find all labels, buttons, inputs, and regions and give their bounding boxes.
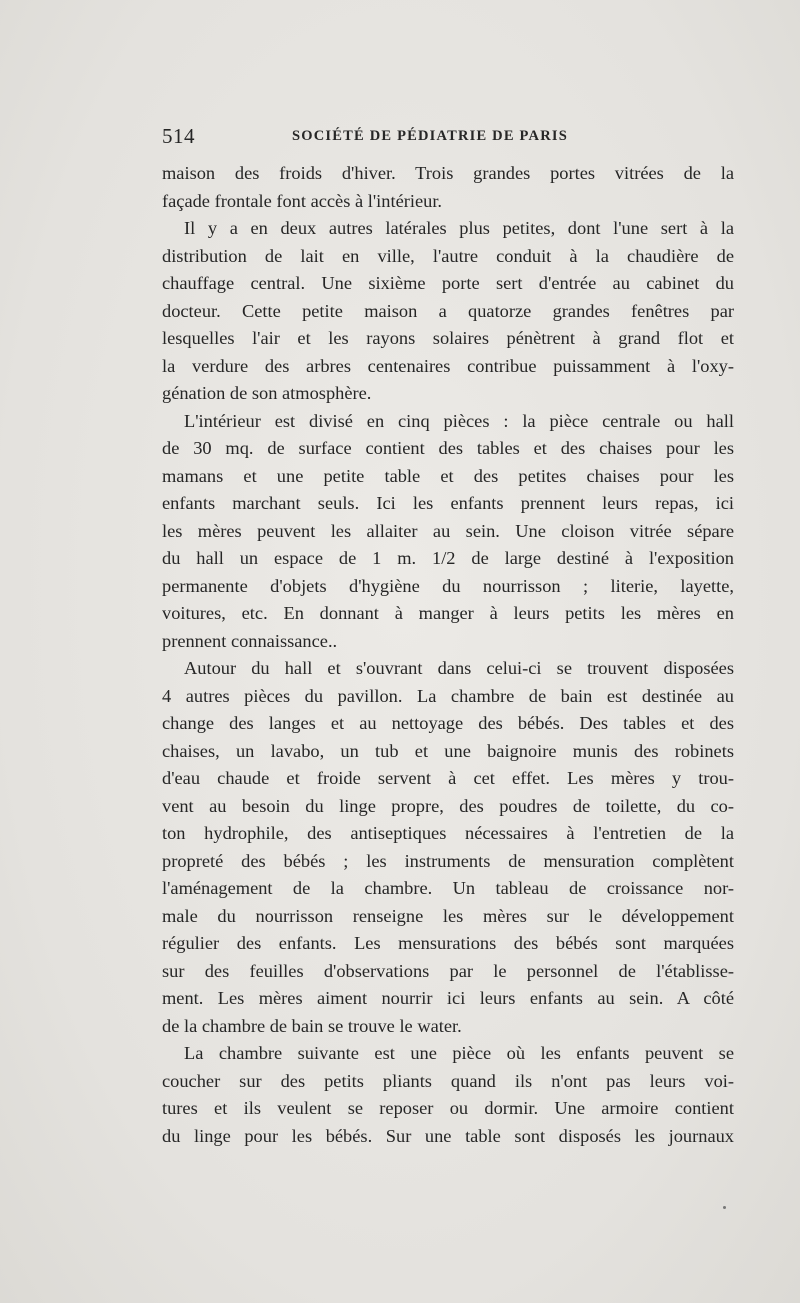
text-line: vent au besoin du linge propre, des poudres de toilette, du co- (162, 795, 734, 816)
text-line: change des langes et au nettoyage des bébés. Des tables et des (162, 713, 734, 733)
text-line: voitures, etc. En donnant à manger à leurs petits les mères en (162, 603, 734, 623)
paragraph (162, 215, 734, 408)
paragraph (162, 1040, 734, 1150)
paragraph (162, 655, 734, 1040)
page-number: 514 (162, 124, 195, 148)
text-line: propreté des bébés ; les instruments de mensuration complètent (162, 850, 734, 871)
text-line: distribution de lait en ville, l'autre conduit à la chaudière de (162, 245, 734, 266)
text-line: régulier des enfants. Les mensurations des bébés sont marquées (162, 933, 734, 953)
page-header (162, 122, 730, 152)
text-line: sur des feuilles d'observations par le personnel de l'établisse- (162, 960, 734, 981)
text-line: du hall un espace de 1 m. 1/2 de large destiné à l'exposition (162, 548, 734, 568)
text-line: enfants marchant seuls. Ici les enfants prennent leurs repas, ici (162, 493, 734, 513)
text-line: chaises, un lavabo, un tub et une baignoire munis des robinets (162, 740, 734, 761)
text-line: permanente d'objets d'hygiène du nourrisson ; literie, layette, (162, 575, 734, 596)
text-line: docteur. Cette petite maison a quatorze grandes fenêtres par (162, 300, 734, 321)
text-line: l'aménagement de la chambre. Un tableau de croissance nor- (162, 878, 734, 898)
text-line: génation de son atmosphère. (162, 383, 372, 403)
text-line: maison des froids d'hiver. Trois grandes portes vitrées de la (162, 163, 734, 183)
body-text (162, 160, 734, 1150)
paragraph (162, 160, 734, 215)
text-line: la verdure des arbres centenaires contribue puissamment à l'oxy- (162, 355, 734, 376)
text-line: Il y a en deux autres latérales plus petites, dont l'une sert à la (184, 218, 734, 238)
text-line: tures et ils veulent se reposer ou dormir. Une armoire contient (162, 1098, 734, 1118)
text-line: de 30 mq. de surface contient des tables et des chaises pour les (162, 438, 734, 458)
text-line: de la chambre de bain se trouve le water. (162, 1015, 462, 1036)
paper-speck (723, 1206, 726, 1209)
text-line: coucher sur des petits pliants quand ils n'ont pas leurs voi- (162, 1070, 734, 1091)
text-line: La chambre suivante est une pièce où les enfants peuvent se (184, 1043, 734, 1063)
text-line: lesquelles l'air et les rayons solaires pénètrent à grand flot et (162, 328, 734, 348)
paragraph (162, 408, 734, 656)
text-line: les mères peuvent les allaiter au sein. Une cloison vitrée sépare (162, 520, 734, 541)
text-line: façade frontale font accès à l'intérieur. (162, 190, 443, 211)
text-line: d'eau chaude et froide servent à cet effet. Les mères y trou- (162, 768, 734, 788)
text-line: L'intérieur est divisé en cinq pièces : la pièce centrale ou hall (184, 410, 734, 431)
running-title: SOCIÉTÉ DE PÉDIATRIE DE PARIS (292, 128, 568, 144)
text-line: ton hydrophile, des antiseptiques nécessaires à l'entretien de la (162, 823, 734, 843)
text-line: male du nourrisson renseigne les mères sur le développement (162, 905, 734, 926)
text-line: Autour du hall et s'ouvrant dans celui-ci se trouvent disposées (184, 658, 734, 678)
text-line: du linge pour les bébés. Sur une table sont disposés les journaux (162, 1125, 734, 1146)
text-line: chauffage central. Une sixième porte sert d'entrée au cabinet du (162, 273, 734, 293)
text-line: prennent connaissance.. (162, 630, 338, 651)
text-line: mamans et une petite table et des petites chaises pour les (162, 465, 734, 486)
text-line: ment. Les mères aiment nourrir ici leurs enfants au sein. A côté (162, 988, 734, 1008)
text-line: 4 autres pièces du pavillon. La chambre de bain est destinée au (162, 685, 734, 706)
